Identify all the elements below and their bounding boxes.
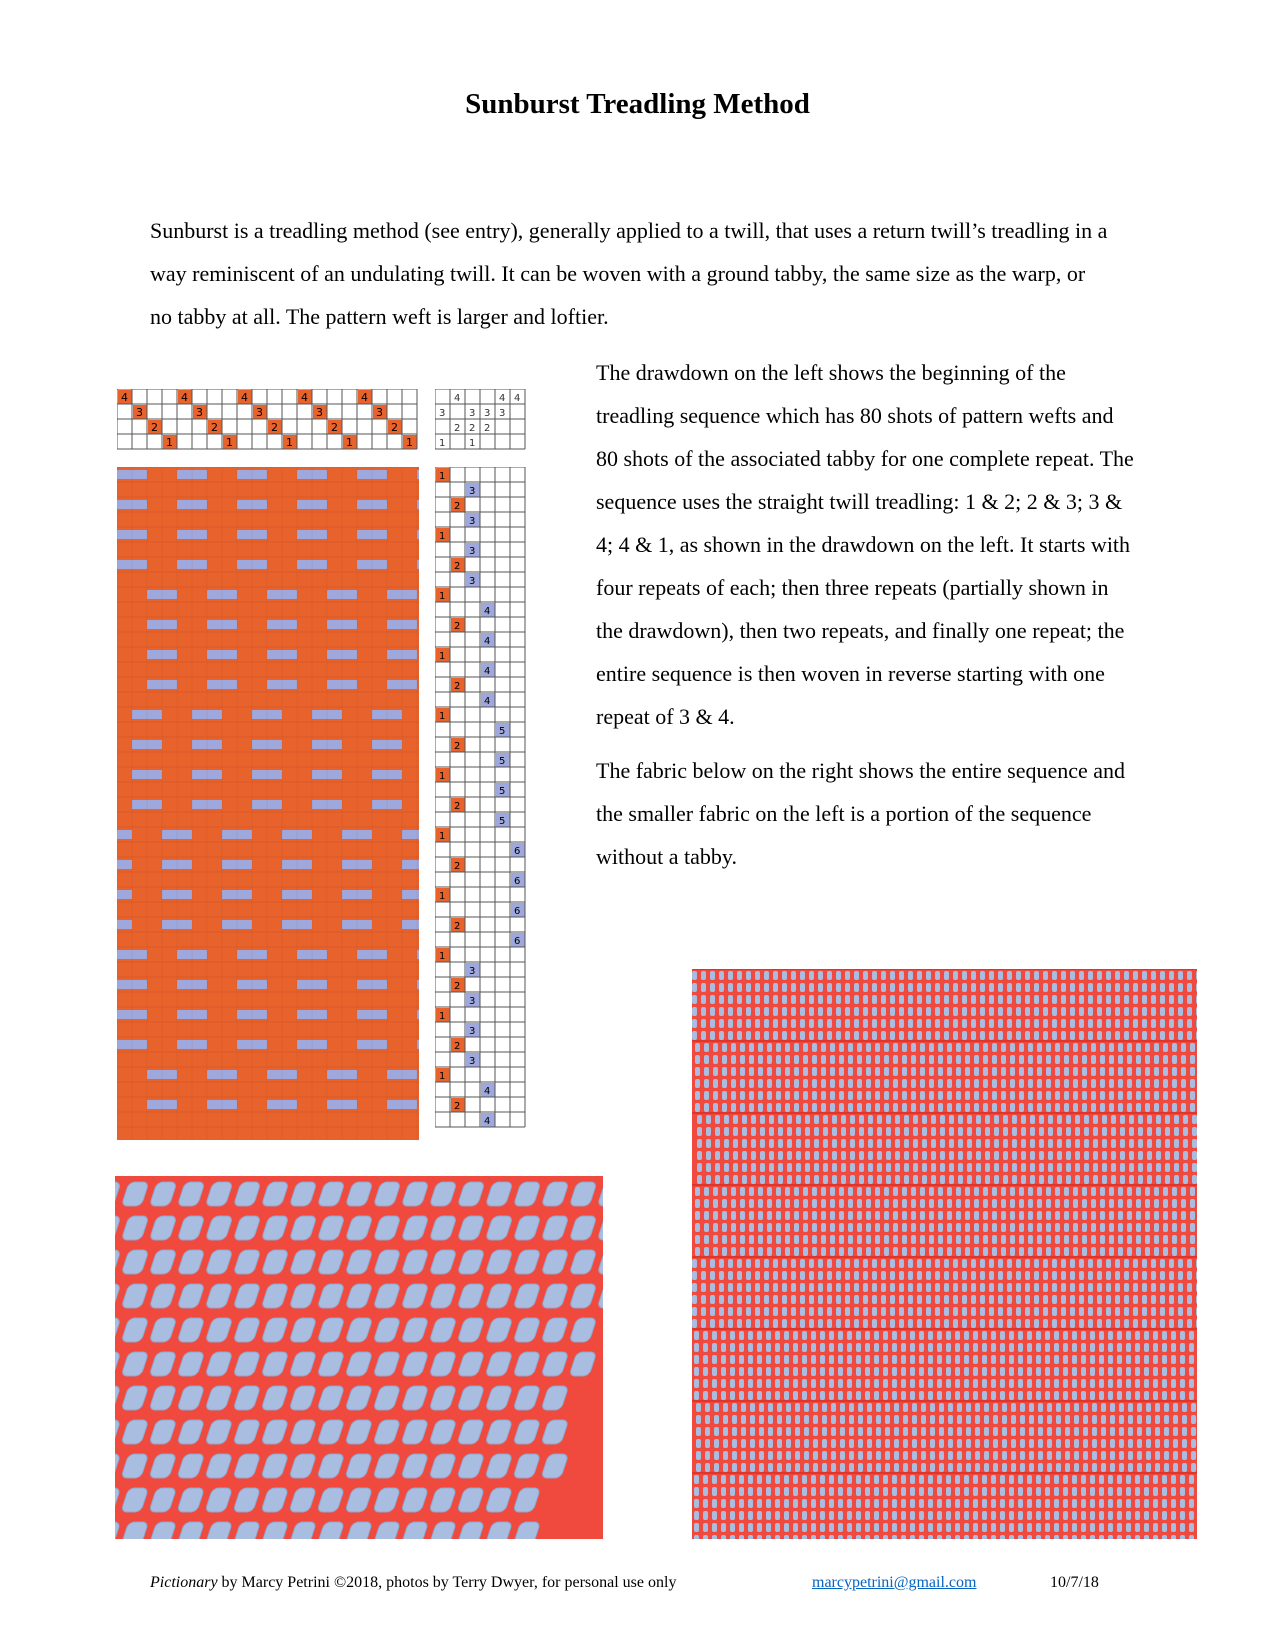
weft-float [402, 830, 419, 839]
tieup-number: 4 [454, 393, 461, 404]
tieup-number: 3 [499, 408, 506, 419]
weft-float [117, 860, 132, 869]
threading-number: 1 [166, 436, 173, 449]
threading-number: 1 [286, 436, 293, 449]
weft-float [402, 890, 419, 899]
threading-number: 2 [211, 421, 218, 434]
treadle-number: 2 [454, 741, 461, 752]
treadle-number: 5 [499, 726, 506, 737]
threading-number: 1 [406, 436, 413, 449]
treadle-number: 4 [484, 1086, 491, 1097]
page-title: Sunburst Treadling Method [465, 88, 810, 120]
threading-number: 4 [241, 391, 248, 404]
treadle-number: 1 [439, 591, 446, 602]
weft-float [417, 500, 419, 509]
weft-float [417, 980, 419, 989]
tieup-number: 3 [439, 408, 446, 419]
treadle-number: 5 [499, 756, 506, 767]
treadle-number: 5 [499, 816, 506, 827]
threading-number: 4 [361, 391, 368, 404]
treadle-number: 2 [454, 1101, 461, 1112]
treadle-number: 2 [454, 921, 461, 932]
tieup-number: 1 [439, 438, 446, 449]
treadle-number: 1 [439, 771, 446, 782]
treadle-number: 2 [454, 501, 461, 512]
tieup-number: 2 [484, 423, 491, 434]
treadle-number: 3 [469, 1056, 476, 1067]
threading-number: 3 [136, 406, 143, 419]
treadle-number: 2 [454, 801, 461, 812]
tieup-number: 2 [469, 423, 476, 434]
threading-number: 4 [121, 391, 128, 404]
threading-number: 3 [376, 406, 383, 419]
threading-number: 2 [331, 421, 338, 434]
treadling-draft [435, 467, 531, 1140]
treadle-number: 6 [514, 846, 521, 857]
treadle-number: 5 [499, 786, 506, 797]
tieup-number: 3 [469, 408, 476, 419]
treadle-number: 3 [469, 1026, 476, 1037]
treadle-number: 4 [484, 666, 491, 677]
tieup-number: 2 [454, 423, 461, 434]
treadle-number: 2 [454, 681, 461, 692]
side-text [596, 351, 1136, 889]
threading-number: 1 [346, 436, 353, 449]
threading-number: 4 [181, 391, 188, 404]
tieup-number: 4 [514, 393, 521, 404]
weft-float [402, 920, 419, 929]
weft-float [417, 530, 419, 539]
drawdown-description: The drawdown on the left shows the beginning of the treadling sequence which has 80 shots of pattern wefts and 80 shots of the associated tabby for one complete repeat. The sequence uses the straight twill treadling: 1 & 2; 2 & 3; 3 & 4; 4 & 1, as shown in the drawdown on the left. It starts with four repeats of each; then three repeats (partially shown in the drawdown), then two repeats, and finally one repeat; the entire sequence is then woven in reverse starting with one repeat of 3 & 4. [596, 360, 1134, 729]
treadle-number: 6 [514, 876, 521, 887]
threading-number: 1 [226, 436, 233, 449]
threading-draft [117, 389, 419, 451]
weft-float [402, 860, 419, 869]
threading-number: 2 [271, 421, 278, 434]
treadle-number: 1 [439, 1011, 446, 1022]
weft-float [117, 890, 132, 899]
threading-number: 4 [301, 391, 308, 404]
treadle-number: 2 [454, 1041, 461, 1052]
threading-number: 2 [151, 421, 158, 434]
treadle-number: 2 [454, 981, 461, 992]
weft-float [117, 920, 132, 929]
tieup-draft [435, 389, 531, 451]
treadle-number: 3 [469, 966, 476, 977]
threading-number: 3 [196, 406, 203, 419]
weft-float [417, 1040, 419, 1049]
footer-date: 10/7/18 [1050, 1574, 1099, 1591]
footer [150, 1574, 1099, 1592]
footer-email-link[interactable]: marcypetrini@gmail.com [812, 1574, 977, 1591]
treadle-number: 1 [439, 831, 446, 842]
fabric-photo-small [115, 1176, 603, 1539]
threading-number: 3 [256, 406, 263, 419]
weft-float [117, 830, 132, 839]
treadle-number: 4 [484, 606, 491, 617]
treadle-number: 3 [469, 546, 476, 557]
threading-number: 2 [391, 421, 398, 434]
treadle-number: 1 [439, 1071, 446, 1082]
treadle-number: 6 [514, 906, 521, 917]
treadle-number: 1 [439, 471, 446, 482]
fabric-photo-large [692, 969, 1197, 1539]
tieup-number: 3 [484, 408, 491, 419]
treadle-number: 2 [454, 861, 461, 872]
fabric-description: The fabric below on the right shows the entire sequence and the smaller fabric on the left is a portion of the sequence without a tabby. [596, 758, 1126, 869]
treadle-number: 1 [439, 651, 446, 662]
treadle-number: 4 [484, 696, 491, 707]
treadle-number: 2 [454, 621, 461, 632]
treadle-number: 1 [439, 951, 446, 962]
treadle-number: 3 [469, 576, 476, 587]
tieup-number: 4 [499, 393, 506, 404]
treadle-number: 3 [469, 996, 476, 1007]
treadle-number: 4 [484, 1116, 491, 1127]
treadle-number: 3 [469, 516, 476, 527]
intro-paragraph: Sunburst is a treadling method (see entry), generally applied to a twill, that uses a return twill’s treadling in a way reminiscent of an undulating twill. It can be woven with a ground tabby, the same size as the warp, or no tabby at all. The pattern weft is larger and loftier. [150, 218, 1108, 329]
footer-credit: by Marcy Petrini ©2018, photos by Terry Dwyer, for personal use only [217, 1574, 677, 1591]
treadle-number: 3 [469, 486, 476, 497]
threading-number: 3 [316, 406, 323, 419]
treadle-number: 4 [484, 636, 491, 647]
weft-float [417, 470, 419, 479]
treadle-number: 1 [439, 711, 446, 722]
weft-float [417, 560, 419, 569]
treadle-number: 2 [454, 561, 461, 572]
weft-float [417, 950, 419, 959]
tieup-number: 1 [469, 438, 476, 449]
treadle-number: 1 [439, 891, 446, 902]
drawdown-image [117, 467, 419, 1140]
treadle-number: 6 [514, 936, 521, 947]
weft-float [417, 1010, 419, 1019]
footer-book-title: Pictionary [150, 1574, 218, 1591]
treadle-number: 1 [439, 531, 446, 542]
